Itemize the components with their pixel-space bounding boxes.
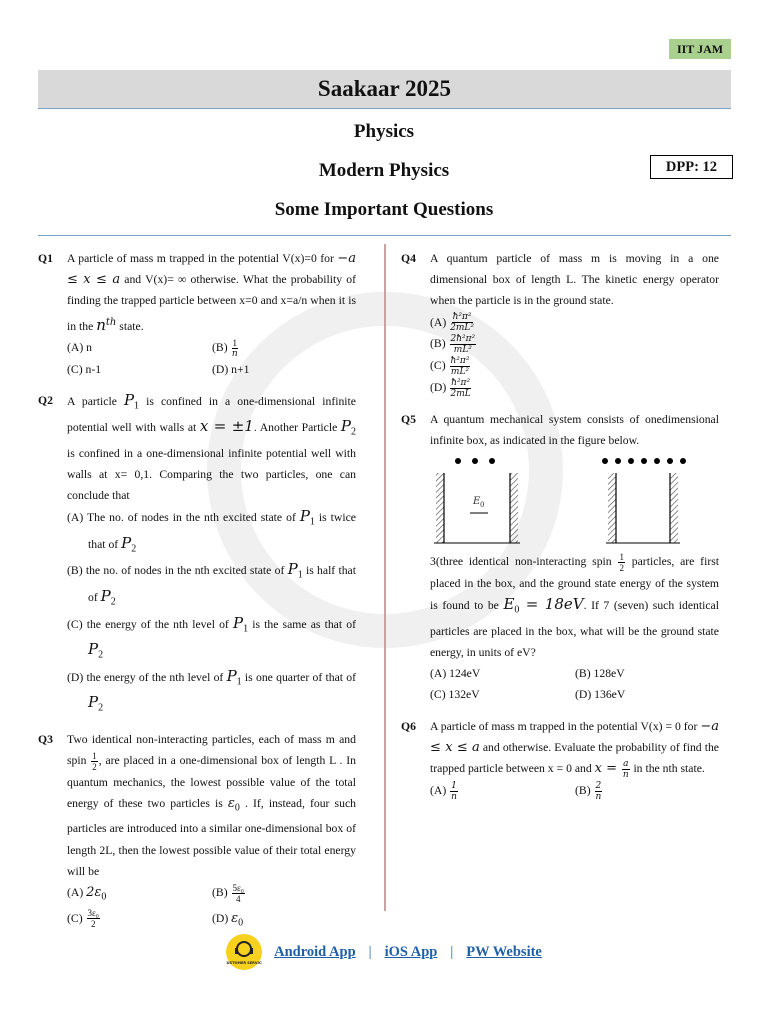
- pw-website-link[interactable]: PW Website: [466, 943, 542, 960]
- fraction: $\frac{1}{n}$: [231, 337, 238, 359]
- question-number: Q2: [38, 393, 53, 407]
- option-b: (B) the no. of nodes in the nth excited state of $P_1$ is half that of $P_2$: [67, 560, 356, 608]
- right-column: [401, 248, 719, 802]
- question-text: A quantum mechanical system consists of onedimensional infinite box, as indicated in the figure below.: [430, 412, 719, 448]
- question-text-2: 3(three identical non-interacting spin $\frac{1}{2}$ particles, are first placed in the box, and the ground state energy of the system is found to be $E_0 = 18eV$. If 7 (seven) such identical particles are placed in the box, what will be the ground state energy, in units of eV?: [430, 552, 720, 660]
- options: [430, 780, 719, 802]
- options: [67, 337, 356, 380]
- options: [67, 882, 356, 933]
- android-app-link[interactable]: Android App: [274, 943, 356, 960]
- question-number: Q1: [38, 252, 53, 265]
- question-2: [38, 390, 356, 719]
- section-heading: Some Important Questions: [274, 199, 494, 220]
- question-3: [38, 729, 356, 933]
- right-wall-2: [670, 473, 678, 543]
- option-d: (D) $\frac{\text{ħ²π²}}{2mL}$: [430, 377, 471, 399]
- option-a: (A) 124eV: [430, 667, 481, 681]
- fraction: $\frac{\text{5ε₀}}{4}$: [232, 882, 244, 904]
- subject-heading: Physics: [353, 121, 415, 142]
- question-text: Two identical non-interacting particles, each of mass m and spin $\frac{1}{2}$ , are placed in a one-dimensional box of length L . In quantum mechanics, the lowest possible value of the total energy of these two particles is $\varepsilon_0$ . If, instead, four such particles are introduced into a similar one-dimensional box of length 2L, then the lowest possible value of their total energy will be: [67, 732, 356, 878]
- option-c: (C) $\frac{\text{3ε₀}}{2}$: [67, 908, 99, 930]
- option-c: (C) $\frac{\text{ħ²π²}}{\text{mL²}}$: [430, 356, 470, 378]
- option-a: (A) $2\varepsilon_0$: [67, 885, 107, 903]
- footer: [0, 934, 768, 970]
- option-a: (A) $\frac{1}{n}$: [430, 780, 457, 802]
- question-number: Q6: [401, 719, 416, 733]
- fraction: $\frac{\text{3ε₀}}{2}$: [87, 908, 99, 930]
- fraction: $\frac{2}{n}$: [595, 780, 602, 802]
- ios-app-link[interactable]: iOS App: [384, 943, 438, 960]
- option-b: (B) $\frac{1}{n}$: [212, 337, 238, 359]
- option-b: (B) $\frac{2}{n}$: [575, 780, 602, 802]
- question-text: A particle of mass m trapped in the potential V(x)=0 for −a ≤ x ≤ a and V(x)= ∞ otherwise. What the probability of finding the trapped particle between x=0 and x=a/n when it is in the $n^{th}$ state.: [67, 251, 357, 334]
- question-6: [401, 716, 719, 802]
- page-title: Saakaar 2025: [38, 70, 731, 109]
- left-wall: [436, 473, 444, 543]
- question-text: A quantum particle of mass m is moving in a one dimensional box of length L. The kinetic energy operator when the particle is in the ground state.: [430, 252, 719, 308]
- question-number: Q3: [38, 732, 53, 746]
- fraction: $\frac{1}{2}$: [92, 750, 97, 772]
- question-text: A particle of mass m trapped in the potential V(x) = 0 for −a ≤ x ≤ a and otherwise. Evaluate the probability of find the trapped particle between x = 0 and x = $\frac{a}{n}$ in the nth state.: [430, 718, 719, 780]
- separator: |: [450, 943, 454, 960]
- option-d: (D) n+1: [212, 362, 250, 376]
- fraction: $\frac{1}{n}$: [451, 780, 457, 802]
- fraction: $\frac{a}{n}$: [622, 758, 629, 780]
- fraction: $\frac{1}{2}$: [619, 552, 624, 574]
- option-c: (C) the energy of the nth level of $P_1$ is the same as that of $P_2$: [67, 613, 356, 661]
- fraction: $\frac{\text{2ħ²π²}}{\text{mL²}}$: [450, 334, 476, 356]
- option-d: (D) 136eV: [575, 688, 626, 702]
- separator: |: [368, 943, 372, 960]
- header-divider: [38, 235, 731, 236]
- question-5: [401, 409, 719, 706]
- question-number: Q5: [401, 412, 416, 426]
- left-wall-2: [608, 473, 616, 543]
- column-divider: [384, 244, 386, 911]
- fraction: $\frac{\text{ħ²π²}}{2mL}$: [450, 377, 471, 399]
- chapter-heading: Modern Physics: [318, 160, 450, 181]
- dpp-box: DPP: 12: [650, 155, 733, 179]
- question-4: [401, 248, 719, 399]
- question-text: A particle $P_1$ is confined in a one-dimensional infinite potential well with walls at x = ±1. Another Particle $P_2$ is confined in a one-dimensional infinite potential well with walls at x= 0,1. Comparing the two particles, one can conclude that: [67, 390, 356, 503]
- fraction: $\frac{\text{ħ²π²}}{\text{2mL²}}$: [450, 312, 475, 334]
- energy-label: E: [473, 496, 481, 508]
- question-number: Q4: [401, 252, 416, 265]
- fraction: $\frac{\text{ħ²π²}}{\text{mL²}}$: [450, 356, 470, 378]
- headset-icon: [226, 934, 262, 970]
- seven-particles: [602, 458, 686, 464]
- customer-service-logo: [226, 934, 262, 970]
- option-d: (D) $\varepsilon_0$: [212, 910, 244, 928]
- three-particles: [455, 458, 495, 464]
- option-b: (B) $\frac{\text{5ε₀}}{4}$: [212, 882, 244, 904]
- option-a: (A) n: [67, 340, 92, 354]
- box-figure: [426, 451, 726, 551]
- left-column: [38, 248, 356, 933]
- option-b: (B) 128eV: [575, 667, 625, 681]
- option-d: (D) the energy of the nth level of $P_1$ is one quarter of that of $P_2$: [67, 666, 356, 714]
- option-a: (A) The no. of nodes in the nth excited state of $P_1$ is twice that of $P_2$: [67, 507, 356, 555]
- option-c: (C) 132eV: [430, 688, 480, 702]
- question-1: [38, 248, 356, 380]
- right-wall: [510, 473, 518, 543]
- svg-text:CUSTOMER SERVICE: CUSTOMER SERVICE: [226, 961, 263, 965]
- exam-badge: IIT JAM: [669, 39, 731, 59]
- options: [430, 663, 719, 705]
- option-a: (A) $\frac{\text{ħ²π²}}{\text{2mL²}}$: [430, 312, 475, 334]
- option-b: (B) $\frac{\text{2ħ²π²}}{\text{mL²}}$: [430, 334, 476, 356]
- svg-text:0: 0: [480, 501, 485, 510]
- option-c: (C) n-1: [67, 362, 102, 376]
